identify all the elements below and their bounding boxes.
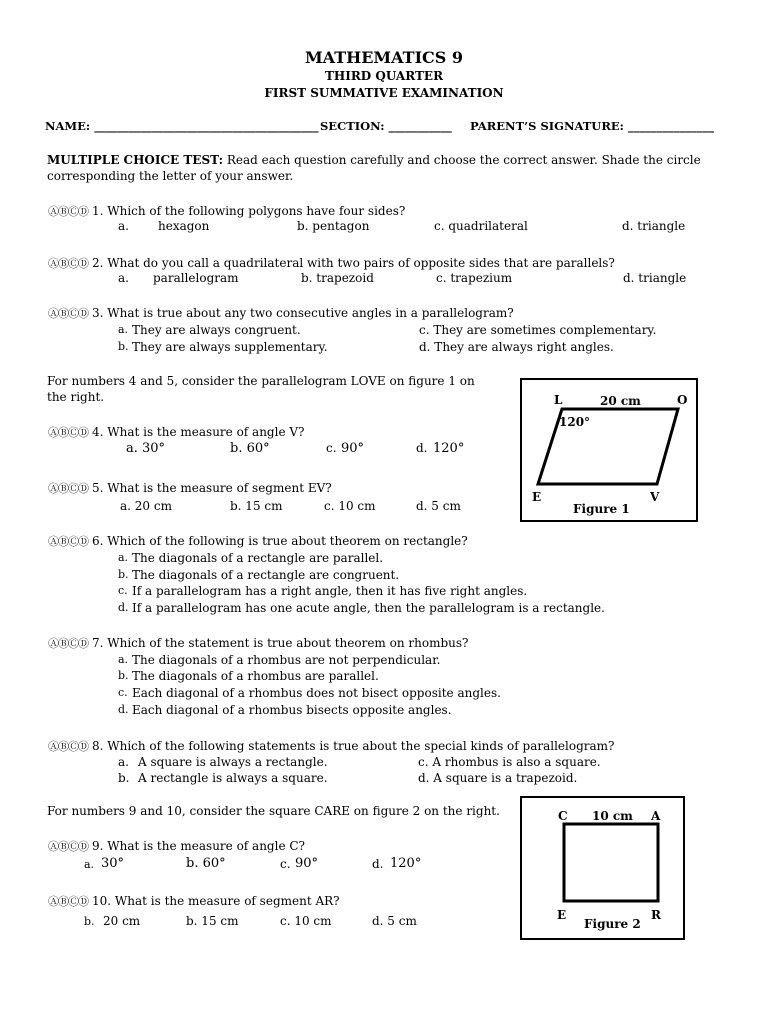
option-text: c. 10 cm [324, 499, 376, 513]
question-1 [48, 203, 405, 219]
name-label: NAME: [45, 119, 91, 133]
option-text: d. 5 cm [372, 914, 417, 928]
section-blank: ___________ [388, 119, 452, 133]
question-8-text: 8. Which of the following statements is true about the special kinds of parallelogram? [92, 739, 615, 753]
option-text: a. 30° [126, 441, 166, 456]
option-text: The diagonals of a rhombus are parallel. [132, 669, 379, 683]
question-5-text: 5. What is the measure of segment EV? [92, 481, 332, 495]
option-text: 20 cm [103, 914, 141, 928]
option-label: b. [84, 915, 95, 928]
signature-field[interactable] [470, 119, 714, 133]
answer-bubbles-9[interactable]: ⒶⒷⒸⒹ [48, 840, 88, 853]
question-7-text: 7. Which of the statement is true about theorem on rhombus? [92, 636, 469, 650]
question-7 [48, 635, 468, 651]
option-text: c. trapezium [436, 271, 513, 285]
question-3 [48, 305, 514, 321]
question-4 [48, 424, 304, 440]
figure-1-box [520, 378, 698, 522]
vertex-e: E [532, 490, 542, 504]
answer-bubbles-1[interactable]: ⒶⒷⒸⒹ [48, 205, 88, 218]
option-text: d. 5 cm [416, 499, 461, 513]
answer-bubbles-10[interactable]: ⒶⒷⒸⒹ [48, 895, 88, 908]
question-3-text: 3. What is true about any two consecutive angles in a parallelogram? [92, 306, 514, 320]
question-4-text: 4. What is the measure of angle V? [92, 425, 305, 439]
quarter-heading: THIRD QUARTER [324, 69, 444, 83]
option-text: d. A square is a trapezoid. [418, 771, 578, 785]
figure-2-caption: Figure 2 [584, 917, 641, 931]
answer-bubbles-3[interactable]: ⒶⒷⒸⒹ [48, 307, 88, 320]
option-text: 90° [341, 441, 365, 456]
option-text: The diagonals of a rectangle are parallel. [132, 551, 384, 565]
option-text: hexagon [158, 219, 210, 233]
option-text: A rectangle is always a square. [138, 771, 328, 785]
option-text: b. 60° [230, 441, 270, 456]
side-length-lo: 20 cm [600, 394, 641, 408]
question-8 [48, 738, 614, 754]
option-text: d. triangle [623, 271, 687, 285]
option-label: c. [118, 584, 128, 597]
instructions [47, 152, 727, 184]
option-text: b. 15 cm [230, 499, 283, 513]
option-text: a. 20 cm [120, 499, 172, 513]
figure-1-caption: Figure 1 [573, 502, 630, 516]
question-10-text: 10. What is the measure of segment AR? [92, 894, 340, 908]
option-label: d. [118, 601, 129, 614]
option-label: c. [118, 686, 128, 699]
option-text: If a parallelogram has a right angle, then it has five right angles. [132, 584, 528, 598]
option-label: d. [416, 441, 428, 455]
option-label: b. [118, 771, 130, 785]
vertex-r: R [651, 908, 661, 922]
signature-blank: _______________ [627, 119, 715, 133]
name-field[interactable] [45, 119, 318, 133]
figure-2-box [520, 796, 685, 940]
answer-bubbles-2[interactable]: ⒶⒷⒸⒹ [48, 257, 88, 270]
option-text: b. trapezoid [301, 271, 374, 285]
option-label: c. [280, 857, 291, 871]
question-2-text: 2. What do you call a quadrilateral with two pairs of opposite sides that are parallels? [92, 256, 615, 270]
option-text: Each diagonal of a rhombus does not bisect opposite angles. [132, 686, 501, 700]
option-label: a. [118, 219, 129, 233]
vertex-c: C [558, 809, 568, 823]
option-label: a. [118, 271, 129, 285]
instructions-lead: MULTIPLE CHOICE TEST: [47, 153, 224, 167]
context-figure-2: For numbers 9 and 10, consider the square CARE on figure 2 on the right. [47, 804, 500, 818]
option-label: b. [118, 669, 129, 682]
answer-bubbles-6[interactable]: ⒶⒷⒸⒹ [48, 535, 88, 548]
question-9-text: 9. What is the measure of angle C? [92, 839, 305, 853]
instructions-text: Read each question carefully and choose the correct answer. Shade the circle corresponding the letter of your answer. [47, 153, 701, 183]
option-text: The diagonals of a rectangle are congruent. [132, 568, 400, 582]
question-2 [48, 255, 615, 271]
option-text: d. They are always right angles. [419, 340, 614, 354]
option-label: b. [118, 340, 129, 353]
context-figure-1: For numbers 4 and 5, consider the parallelogram LOVE on figure 1 on the right. [47, 374, 475, 404]
question-5 [48, 480, 332, 496]
signature-label: PARENT’S SIGNATURE: [470, 119, 624, 133]
option-text: c. They are sometimes complementary. [419, 323, 657, 337]
question-9 [48, 838, 305, 854]
page-title: MATHEMATICS 9 [304, 48, 464, 67]
answer-bubbles-8[interactable]: ⒶⒷⒸⒹ [48, 740, 88, 753]
vertex-e: E [557, 908, 567, 922]
option-label: a. [118, 551, 129, 564]
option-label: a. [84, 858, 95, 871]
option-label: a. [118, 323, 129, 336]
option-text: 120° [433, 441, 465, 456]
square-shape [564, 824, 658, 901]
option-text: parallelogram [153, 271, 239, 285]
option-text: They are always congruent. [132, 323, 301, 337]
angle-l: 120° [559, 415, 591, 429]
answer-bubbles-7[interactable]: ⒶⒷⒸⒹ [48, 637, 88, 650]
option-text: 90° [295, 856, 319, 871]
option-text: b. 15 cm [186, 914, 239, 928]
vertex-l: L [554, 393, 563, 407]
option-text: Each diagonal of a rhombus bisects opposite angles. [132, 703, 452, 717]
option-text: The diagonals of a rhombus are not perpendicular. [132, 653, 441, 667]
section-field[interactable] [320, 119, 452, 133]
option-text: b. 60° [186, 856, 226, 871]
vertex-a: A [651, 809, 661, 823]
option-label: b. [118, 568, 129, 581]
question-10 [48, 893, 340, 909]
option-text: c. 10 cm [280, 914, 332, 928]
option-text: b. pentagon [297, 219, 370, 233]
answer-bubbles-5[interactable]: ⒶⒷⒸⒹ [48, 482, 88, 495]
question-6-text: 6. Which of the following is true about theorem on rectangle? [92, 534, 468, 548]
exam-heading: FIRST SUMMATIVE EXAMINATION [264, 86, 504, 100]
vertex-o: O [677, 393, 688, 407]
option-label: a. [118, 755, 129, 769]
option-label: c. [326, 441, 337, 455]
option-text: c. quadrilateral [434, 219, 528, 233]
answer-bubbles-4[interactable]: ⒶⒷⒸⒹ [48, 426, 88, 439]
option-label: d. [372, 857, 384, 871]
option-label: d. [118, 703, 129, 716]
option-text: 120° [390, 856, 422, 871]
option-text: d. triangle [622, 219, 686, 233]
side-length-ca: 10 cm [592, 809, 633, 823]
option-text: 30° [101, 856, 125, 871]
name-blank: _______________________________________ [94, 119, 319, 133]
question-1-text: 1. Which of the following polygons have four sides? [92, 204, 406, 218]
option-text: A square is always a rectangle. [138, 755, 328, 769]
option-text: They are always supplementary. [132, 340, 328, 354]
section-label: SECTION: [320, 119, 385, 133]
option-label: a. [118, 653, 129, 666]
option-text: If a parallelogram has one acute angle, then the parallelogram is a rectangle. [132, 601, 605, 615]
vertex-v: V [650, 490, 660, 504]
option-text: c. A rhombus is also a square. [418, 755, 601, 769]
question-6 [48, 533, 468, 549]
